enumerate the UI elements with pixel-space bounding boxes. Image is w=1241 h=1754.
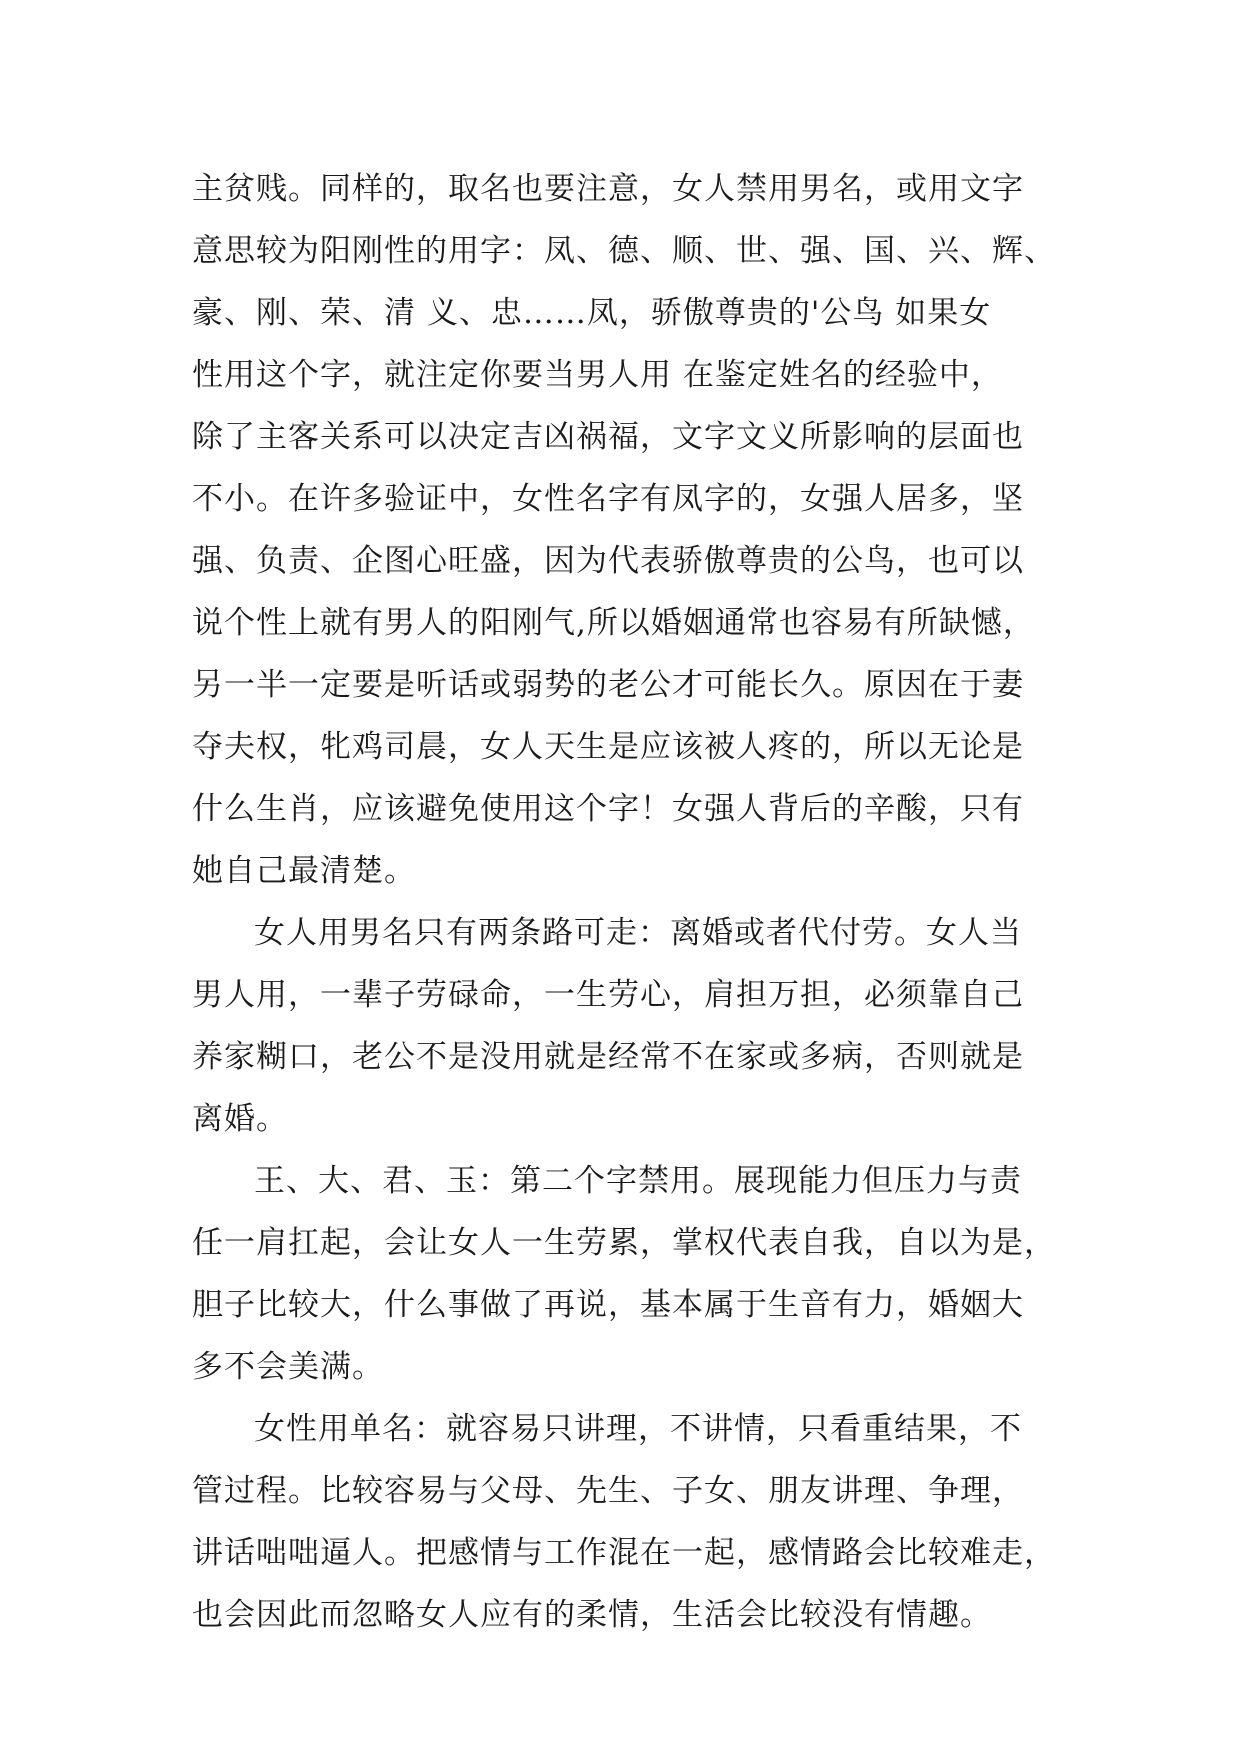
text-line: 夺夫权，牝鸡司晨，女人天生是应该被人疼的，所以无论是 xyxy=(192,729,1024,765)
text-line: 说个性上就有男人的阳刚气,所以婚姻通常也容易有所缺憾， xyxy=(192,605,1035,641)
text-line: 男人用，一辈子劳碌命，一生劳心，肩担万担，必须靠自己 xyxy=(192,977,1024,1013)
text-line: 什么生肖，应该避免使用这个字！女强人背后的辛酸，只有 xyxy=(192,791,1024,827)
text-line: 意思较为阳刚性的用字：凤、德、顺、世、强、国、兴、辉、 xyxy=(192,233,1056,269)
text-line: 胆子比较大，什么事做了再说，基本属于生音有力，婚姻大 xyxy=(192,1287,1024,1323)
text-line: 养家糊口，老公不是没用就是经常不在家或多病，否则就是 xyxy=(192,1039,1024,1075)
text-line: 强、负责、企图心旺盛，因为代表骄傲尊贵的公鸟，也可以 xyxy=(192,543,1024,579)
text-line: 性用这个字，就注定你要当男人用 在鉴定姓名的经验中， xyxy=(192,357,1003,393)
text-line: 不小。在许多验证中，女性名字有凤字的，女强人居多，坚 xyxy=(192,481,1024,517)
text-line: 讲话咄咄逼人。把感情与工作混在一起，感情路会比较难走， xyxy=(192,1535,1056,1571)
text-line: 多不会美满。 xyxy=(192,1349,384,1385)
paragraph-first-line: 女性用单名：就容易只讲理，不讲情，只看重结果，不 xyxy=(254,1411,1022,1447)
text-line: 豪、刚、荣、清 义、忠……凤，骄傲尊贵的'公鸟 如果女 xyxy=(192,295,992,331)
text-line: 任一肩扛起，会让女人一生劳累，掌权代表自我，自以为是， xyxy=(192,1225,1056,1261)
paragraph-first-line: 女人用男名只有两条路可走：离婚或者代付劳。女人当 xyxy=(254,915,1022,951)
text-line: 管过程。比较容易与父母、先生、子女、朋友讲理、争理， xyxy=(192,1473,1024,1509)
text-line: 也会因此而忽略女人应有的柔情，生活会比较没有情趣。 xyxy=(192,1597,992,1633)
paragraph-first-line: 王、大、君、玉：第二个字禁用。展现能力但压力与责 xyxy=(254,1163,1022,1199)
text-line: 离婚。 xyxy=(192,1101,288,1137)
text-line: 她自己最清楚。 xyxy=(192,853,416,889)
text-line: 另一半一定要是听话或弱势的老公才可能长久。原因在于妻 xyxy=(192,667,1024,703)
document-body xyxy=(192,158,1056,1646)
text-line: 除了主客关系可以决定吉凶祸福，文字文义所影响的层面也 xyxy=(192,419,1024,455)
text-line: 主贫贱。同样的，取名也要注意，女人禁用男名，或用文字 xyxy=(192,171,1024,207)
